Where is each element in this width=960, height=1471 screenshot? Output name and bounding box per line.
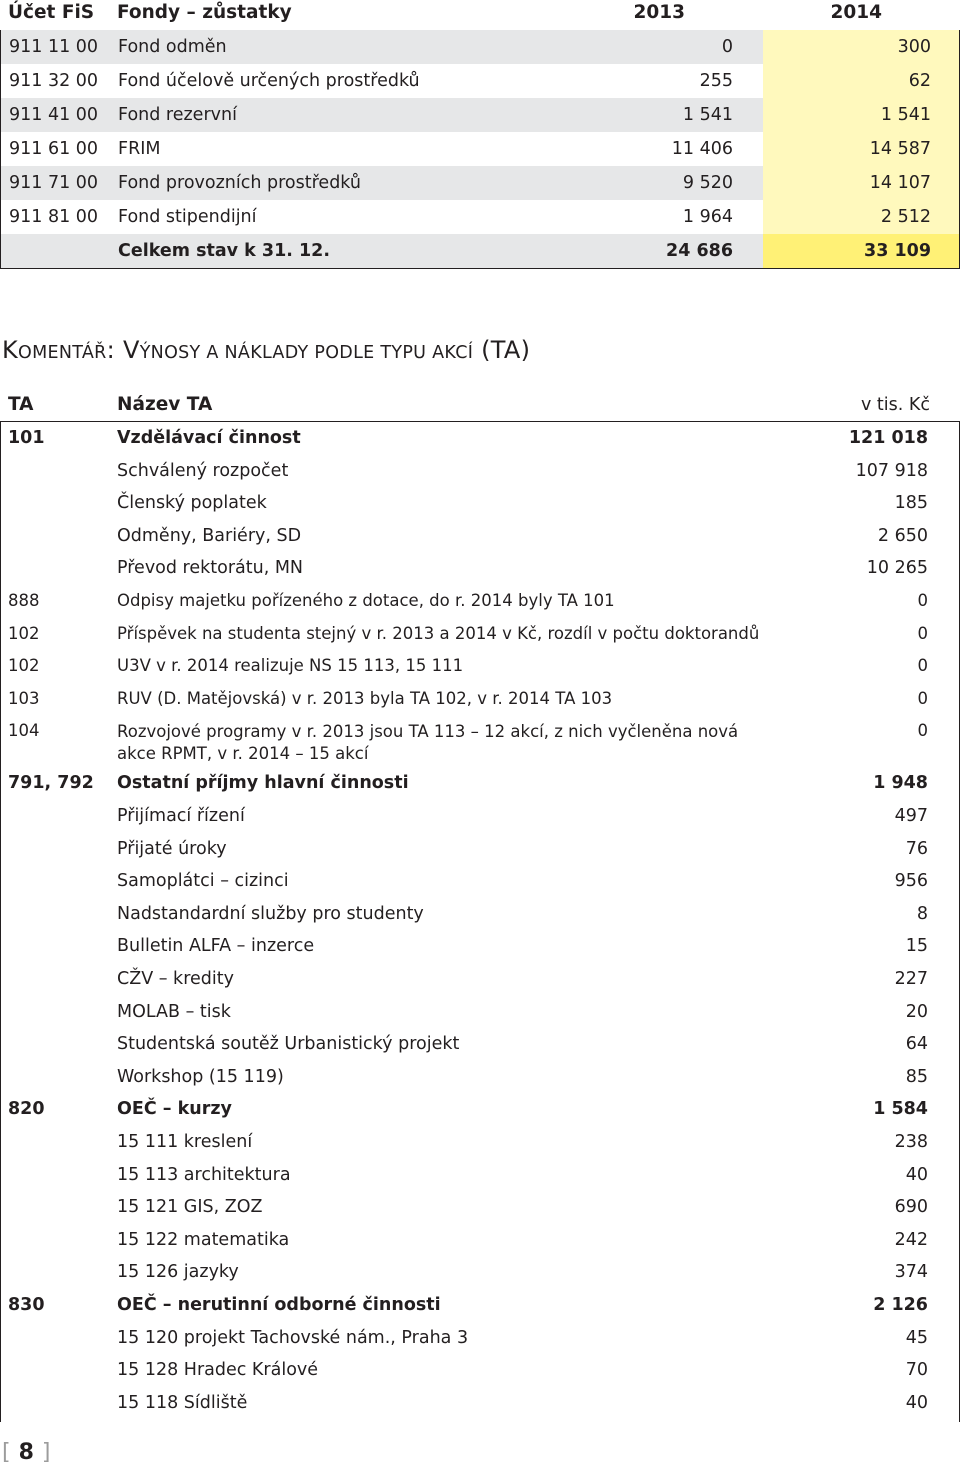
table-row xyxy=(0,998,958,1031)
table-row xyxy=(0,965,958,998)
table-row xyxy=(1,64,959,98)
header-unit: v tis. Kč xyxy=(861,395,930,415)
ta-name-cell: 15 128 Hradec Králové xyxy=(117,1360,319,1381)
ta-name-cell: Příspěvek na studenta stejný v r. 2013 a 2014 v Kč, rozdíl v počtu doktorandů xyxy=(117,623,760,643)
ta-value-cell: 2 650 xyxy=(877,525,928,546)
value-2013-cell: 255 xyxy=(699,71,733,91)
section-heading xyxy=(2,336,530,364)
heading-part: K xyxy=(2,336,19,364)
value-2014-cell: 300 xyxy=(897,37,931,57)
table-row xyxy=(1,200,959,234)
value-2014-cell: 14 107 xyxy=(869,173,931,193)
ta-name-cell: Převod rektorátu, MN xyxy=(117,558,304,579)
heading-part: (TA) xyxy=(473,336,531,364)
ta-name-cell: Studentská soutěž Urbanistický projekt xyxy=(117,1034,460,1055)
ta-code-cell: 791, 792 xyxy=(8,773,94,794)
table-row xyxy=(0,1030,958,1063)
table-row xyxy=(0,1193,958,1226)
fund-name-cell: Fond účelově určených prostředků xyxy=(118,71,420,91)
ta-code-cell: 104 xyxy=(8,721,40,741)
ta-name-cell: Rozvojové programy v r. 2013 jsou TA 113 – 12 akcí, z nich vyčleněna nová akce RPMT, v r. 2014 – 15 akcí xyxy=(117,722,739,764)
ta-value-cell: 497 xyxy=(894,806,928,826)
ta-code-cell: 101 xyxy=(8,428,45,448)
ta-value-cell: 238 xyxy=(894,1132,928,1152)
ta-code-cell: 888 xyxy=(8,591,40,610)
table-row xyxy=(0,900,958,933)
ta-value-cell: 10 265 xyxy=(866,558,928,579)
ta-name-cell: Členský poplatek xyxy=(117,493,267,514)
table-row xyxy=(1,132,959,166)
funds-table-body xyxy=(0,30,960,269)
ta-value-cell: 227 xyxy=(894,969,928,989)
ta-value-cell: 1 584 xyxy=(873,1099,928,1120)
table-row xyxy=(0,685,958,718)
fund-name-cell: Fond rezervní xyxy=(118,105,237,125)
ta-name-cell: Bulletin ALFA – inzerce xyxy=(117,936,315,957)
table-row xyxy=(0,717,958,770)
value-2014-cell: 1 541 xyxy=(880,105,931,125)
ta-name-cell: OEČ – kurzy xyxy=(117,1099,232,1120)
ta-name-cell: MOLAB – tisk xyxy=(117,1001,231,1022)
heading-part: : xyxy=(106,336,123,364)
ta-name-cell: 15 118 Sídliště xyxy=(117,1392,248,1413)
ta-name-cell: CŽV – kredity xyxy=(117,969,234,989)
value-2013-cell: 1 964 xyxy=(682,207,733,227)
ta-code-cell: 102 xyxy=(8,656,40,676)
ta-value-cell: 0 xyxy=(917,688,928,708)
ta-name-cell: RUV (D. Matějovská) v r. 2013 byla TA 102, v r. 2014 TA 103 xyxy=(117,688,613,708)
ta-name-cell: U3V v r. 2014 realizuje NS 15 113, 15 111 xyxy=(117,656,464,676)
ta-value-cell: 0 xyxy=(917,591,928,610)
table-row xyxy=(0,587,958,620)
ta-name-cell: Přijímací řízení xyxy=(117,806,245,826)
ta-name-cell: OEČ – nerutinní odborné činnosti xyxy=(117,1295,441,1315)
table-row xyxy=(1,98,959,132)
header-2014: 2014 xyxy=(830,2,882,23)
ta-value-cell: 121 018 xyxy=(848,428,928,448)
fund-name-cell: FRIM xyxy=(118,139,161,159)
ta-table-header xyxy=(0,390,960,420)
ta-name-cell: Samoplátci – cizinci xyxy=(117,871,289,892)
value-2013-cell: 9 520 xyxy=(682,173,733,193)
table-row xyxy=(0,1258,958,1291)
header-2013: 2013 xyxy=(633,2,685,23)
ta-value-cell: 956 xyxy=(894,871,928,892)
table-row xyxy=(0,802,958,835)
fund-name-cell: Fond stipendijní xyxy=(118,207,257,227)
ta-value-cell: 85 xyxy=(905,1066,928,1087)
ta-value-cell: 107 918 xyxy=(855,460,928,481)
value-2014-cell: 2 512 xyxy=(880,207,931,227)
account-cell: 911 81 00 xyxy=(9,207,99,227)
table-row xyxy=(0,620,958,653)
ta-name-cell: Vzdělávací činnost xyxy=(117,428,301,448)
ta-name-cell: Odměny, Bariéry, SD xyxy=(117,525,302,546)
ta-value-cell: 0 xyxy=(917,721,928,741)
fund-name-cell: Fond odměn xyxy=(118,37,227,57)
value-2013-cell: 11 406 xyxy=(671,139,733,159)
ta-value-cell: 40 xyxy=(905,1164,928,1185)
total-2014: 33 109 xyxy=(864,241,931,261)
value-2013-cell: 1 541 xyxy=(682,105,733,125)
total-label: Celkem stav k 31. 12. xyxy=(118,241,330,261)
ta-name-cell: 15 120 projekt Tachovské nám., Praha 3 xyxy=(117,1327,469,1348)
heading-part: V xyxy=(122,336,140,364)
ta-name-cell: Workshop (15 119) xyxy=(117,1066,284,1087)
page-number-value: 8 xyxy=(18,1440,34,1465)
heading-part: ÝNOSY A NÁKLADY PODLE TYPU AKCÍ xyxy=(139,343,474,363)
ta-name-cell: 15 111 kreslení xyxy=(117,1132,253,1152)
ta-code-cell: 102 xyxy=(8,623,40,643)
ta-group-row xyxy=(0,769,958,802)
ta-group-row xyxy=(0,1291,958,1324)
ta-name-cell: Ostatní příjmy hlavní činnosti xyxy=(117,773,409,794)
heading-part: OMENTÁŘ xyxy=(18,343,107,363)
ta-value-cell: 2 126 xyxy=(873,1295,928,1315)
table-row xyxy=(0,932,958,965)
ta-value-cell: 8 xyxy=(916,903,928,924)
ta-name-cell: Odpisy majetku pořízeného z dotace, do r. 2014 byly TA 101 xyxy=(117,591,615,610)
ta-name-cell: 15 126 jazyky xyxy=(117,1262,239,1283)
table-row xyxy=(0,1324,958,1357)
ta-value-cell: 20 xyxy=(905,1001,928,1022)
account-cell: 911 32 00 xyxy=(9,71,99,91)
bracket-open: [ xyxy=(2,1440,11,1465)
ta-name-cell: 15 113 architektura xyxy=(117,1164,291,1185)
header-ta: TA xyxy=(8,394,34,415)
ta-value-cell: 45 xyxy=(905,1327,928,1348)
ta-value-cell: 15 xyxy=(905,936,928,957)
ta-name-cell: Schválený rozpočet xyxy=(117,460,289,481)
ta-value-cell: 690 xyxy=(894,1197,928,1218)
ta-group-row xyxy=(0,424,958,457)
value-2014-cell: 14 587 xyxy=(869,139,931,159)
table-row xyxy=(0,489,958,522)
table-row xyxy=(1,166,959,200)
page-number xyxy=(2,1440,51,1465)
ta-name-cell: 15 121 GIS, ZOZ xyxy=(117,1197,263,1218)
ta-code-cell: 830 xyxy=(8,1295,45,1315)
header-name: Fondy – zůstatky xyxy=(117,2,292,23)
ta-value-cell: 64 xyxy=(905,1034,928,1055)
ta-value-cell: 242 xyxy=(894,1229,928,1250)
value-2013-cell: 0 xyxy=(721,37,733,57)
table-row xyxy=(0,1389,958,1422)
table-row xyxy=(0,1226,958,1259)
table-row xyxy=(0,1128,958,1161)
table-row xyxy=(0,1063,958,1096)
table-row xyxy=(0,457,958,490)
header-account: Účet FiS xyxy=(8,2,95,23)
total-row xyxy=(1,234,959,268)
ta-name-cell: 15 122 matematika xyxy=(117,1229,290,1250)
table-row xyxy=(0,867,958,900)
table-row xyxy=(0,1161,958,1194)
total-2013: 24 686 xyxy=(666,241,733,261)
ta-value-cell: 40 xyxy=(905,1392,928,1413)
fund-name-cell: Fond provozních prostředků xyxy=(118,173,361,193)
ta-value-cell: 0 xyxy=(917,656,928,676)
table-row xyxy=(0,652,958,685)
account-cell: 911 11 00 xyxy=(9,37,99,57)
account-cell: 911 61 00 xyxy=(9,139,99,159)
ta-code-cell: 103 xyxy=(8,688,40,708)
account-cell: 911 71 00 xyxy=(9,173,99,193)
ta-value-cell: 76 xyxy=(905,838,928,859)
ta-value-cell: 70 xyxy=(905,1360,928,1381)
table-row xyxy=(0,522,958,555)
table-row xyxy=(0,554,958,587)
value-2014-cell: 62 xyxy=(908,71,931,91)
account-cell: 911 41 00 xyxy=(9,105,99,125)
ta-code-cell: 820 xyxy=(8,1099,45,1120)
table-row xyxy=(1,30,959,64)
bracket-close: ] xyxy=(41,1440,51,1465)
ta-value-cell: 185 xyxy=(894,493,928,514)
ta-group-row xyxy=(0,1095,958,1128)
ta-name-cell: Přijaté úroky xyxy=(117,838,227,859)
funds-table-header xyxy=(0,0,960,30)
ta-value-cell: 1 948 xyxy=(873,773,928,794)
ta-name-cell: Nadstandardní služby pro studenty xyxy=(117,903,424,924)
header-ta-name: Název TA xyxy=(117,394,213,415)
table-row xyxy=(0,1356,958,1389)
table-row xyxy=(0,835,958,868)
ta-value-cell: 374 xyxy=(894,1262,928,1283)
ta-value-cell: 0 xyxy=(917,623,928,643)
